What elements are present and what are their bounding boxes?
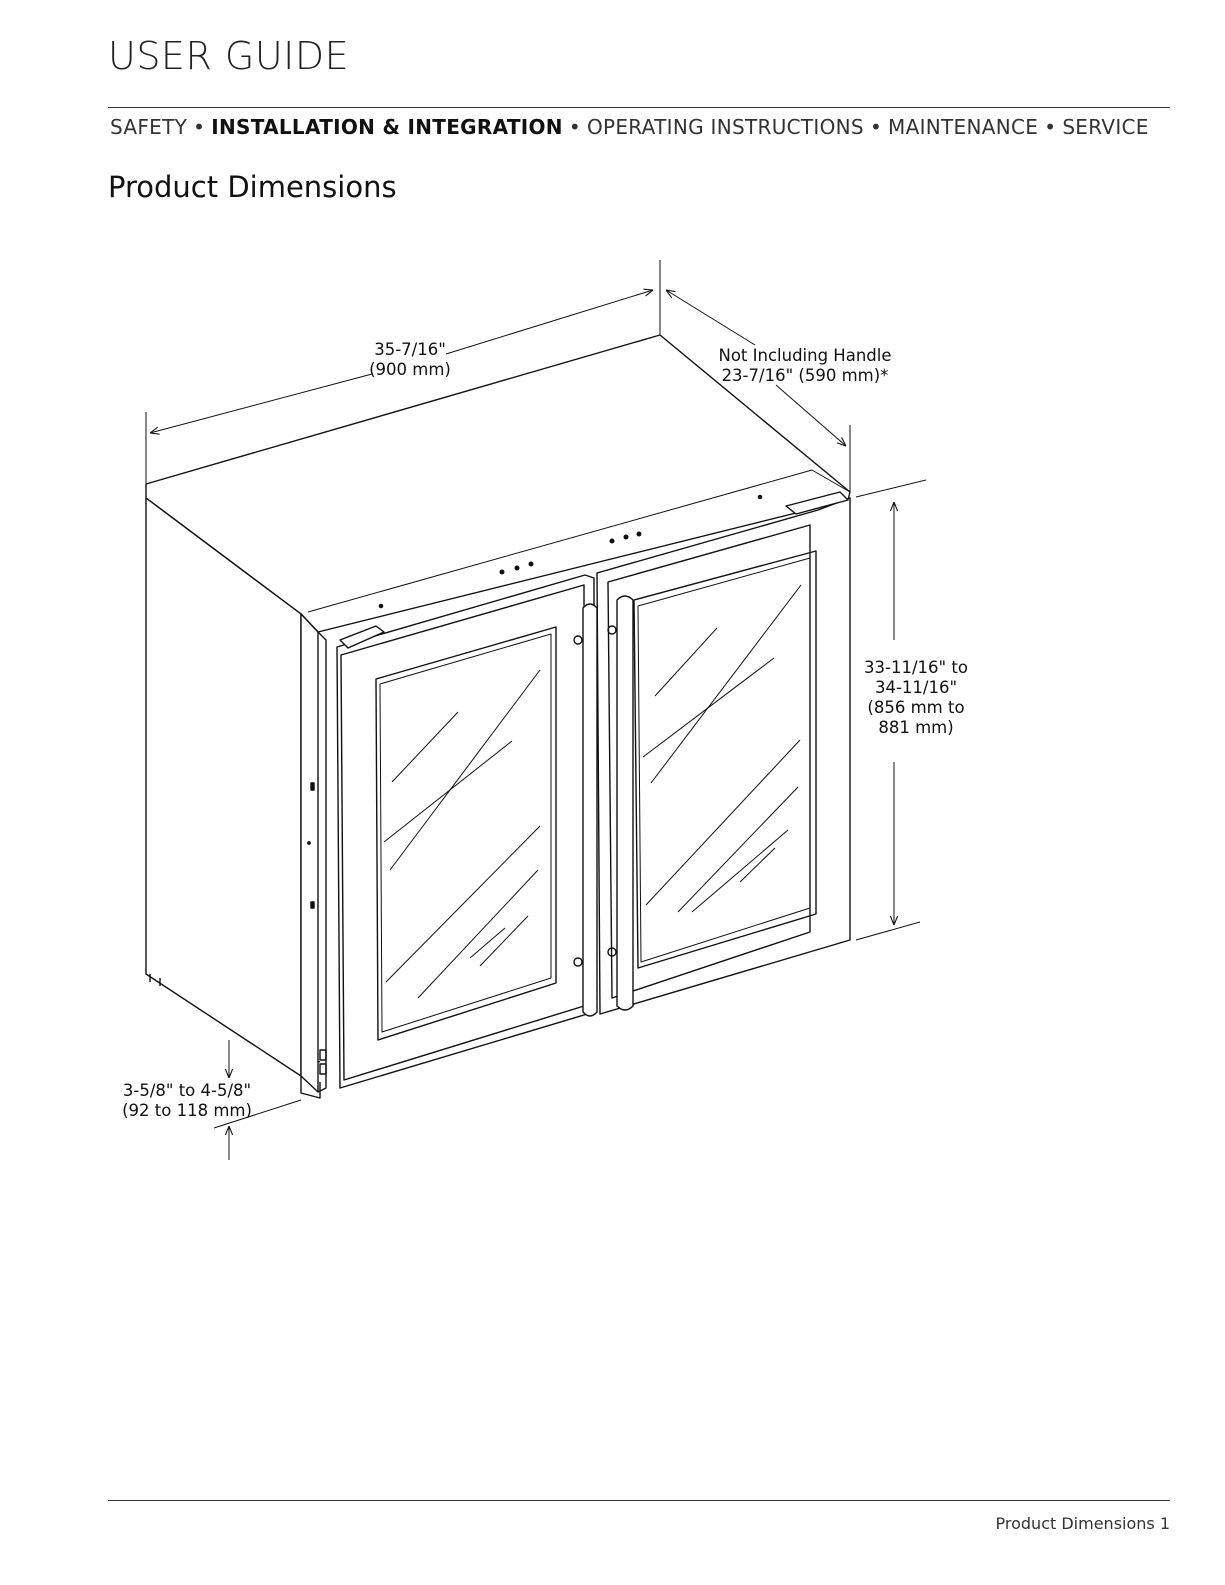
height-dimension-label	[856, 658, 976, 738]
height-line-3: (856 mm to	[867, 698, 965, 717]
height-line-1: 33-11/16" to	[864, 658, 968, 677]
page-title: USER GUIDE	[108, 34, 350, 78]
height-line-4: 881 mm)	[878, 718, 954, 737]
nav-item-maintenance[interactable]: MAINTENANCE	[888, 115, 1039, 139]
nav-item-service[interactable]: SERVICE	[1062, 115, 1149, 139]
depth-note: Not Including Handle	[718, 346, 892, 365]
nav-separator: •	[869, 115, 883, 139]
section-title: Product Dimensions	[108, 170, 397, 204]
width-dimension-label	[358, 340, 462, 380]
nav-separator: •	[1044, 115, 1057, 139]
nav-item-installation[interactable]: INSTALLATION & INTEGRATION	[211, 115, 563, 139]
nav-item-operating[interactable]: OPERATING INSTRUCTIONS	[586, 115, 864, 139]
depth-value: 23-7/16" (590 mm)*	[721, 366, 889, 385]
toe-kick-imperial: 3-5/8" to 4-5/8"	[122, 1081, 252, 1100]
width-metric: (900 mm)	[369, 360, 451, 379]
toe-kick-metric: (92 to 118 mm)	[122, 1101, 252, 1120]
height-line-2: 34-11/16"	[874, 678, 958, 697]
footer-divider	[108, 1500, 1170, 1501]
page-footer-label: Product Dimensions 1	[995, 1514, 1170, 1533]
nav-item-safety[interactable]: SAFETY	[110, 115, 188, 139]
toe-kick-dimension-label	[112, 1081, 262, 1121]
depth-dimension-label	[700, 346, 910, 386]
nav-separator: •	[568, 115, 581, 139]
width-imperial: 35-7/16"	[374, 340, 446, 359]
nav-separator: •	[193, 115, 206, 139]
